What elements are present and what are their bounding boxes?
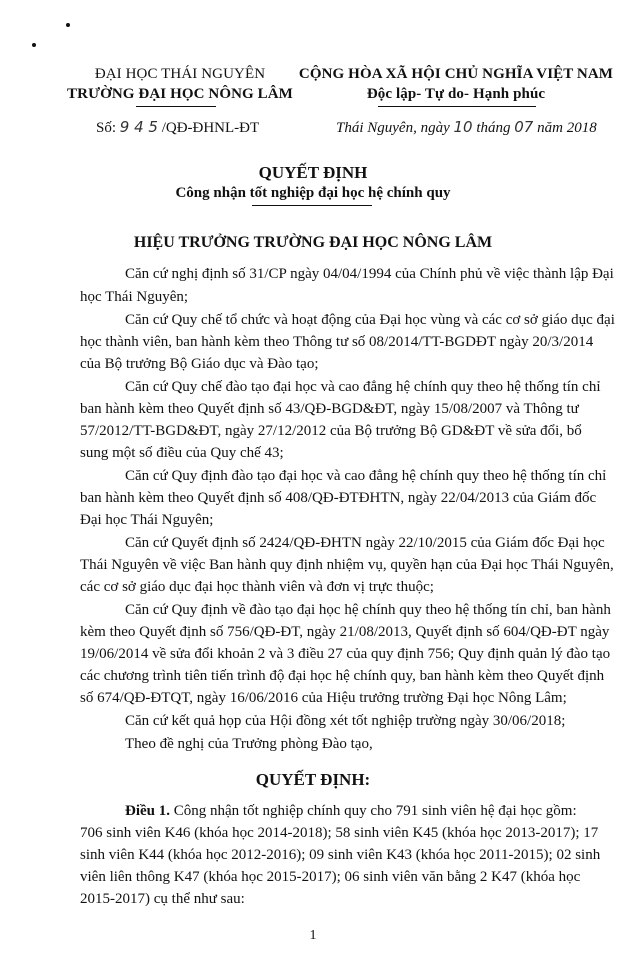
article-1-text: Công nhận tốt nghiệp chính quy cho 791 sinh viên hệ đại học gồm: <box>173 803 577 819</box>
para-line: Căn cứ Quy chế đào tạo đại học và cao đẳng hệ chính quy theo hệ thống tín chỉ <box>125 379 601 395</box>
header-right-rule <box>378 106 536 107</box>
number-prefix: Số: <box>96 120 117 136</box>
para-line: ban hành kèm theo Quyết định số 408/QĐ-ĐTĐHTN, ngày 22/04/2013 của Giám đốc <box>80 490 597 506</box>
scan-mark <box>32 43 36 47</box>
para-line: 57/2012/TT-BGD&ĐT, ngày 27/12/2012 của Bộ trưởng Bộ GD&ĐT về sửa đổi, bổ <box>80 423 582 439</box>
article-line: viên liên thông K47 (khóa học 2015-2017); 06 sinh viên văn bằng 2 K47 (khóa học <box>80 869 581 885</box>
para-line: Căn cứ Quy chế tổ chức và hoạt động của Đại học vùng và các cơ sở giáo dục đại <box>125 312 615 328</box>
para-line: học Thái Nguyên; <box>80 289 189 305</box>
country-name: CỘNG HÒA XÃ HỘI CHỦ NGHĨA VIỆT NAM <box>298 66 614 82</box>
date-suffix: năm 2018 <box>537 120 597 136</box>
page-number: 1 <box>309 928 317 943</box>
para-line: Căn cứ Quy định về đào tạo đại học hệ chính quy theo hệ thống tín chỉ, ban hành <box>125 602 611 618</box>
para-line: sung một số điều của Quy chế 43; <box>80 445 284 461</box>
date-prefix: Thái Nguyên, ngày <box>336 120 450 136</box>
article-1-first-line <box>125 803 577 820</box>
para-line: các chương trình tiên tiến trình độ đại học hệ chính quy, ban hành kèm theo Quyết định <box>80 668 605 684</box>
school-name: TRƯỜNG ĐẠI HỌC NÔNG LÂM <box>67 86 293 102</box>
para-line: các cơ sở giáo dục đại học thành viên và đơn vị trực thuộc; <box>80 579 434 595</box>
article-line: 706 sinh viên K46 (khóa học 2014-2018); 58 sinh viên K45 (khóa học 2013-2017); 17 <box>80 825 599 841</box>
para-line: học thành viên, ban hành kèm theo Thông tư số 08/2014/TT-BGDĐT ngày 20/3/2014 <box>80 334 594 350</box>
article-1-label: Điều 1. <box>125 803 170 819</box>
document-subtitle: Công nhận tốt nghiệp đại học hệ chính quy <box>175 185 451 201</box>
para-line: Theo đề nghị của Trưởng phòng Đào tạo, <box>125 736 373 752</box>
para-line: 19/06/2014 về sửa đổi khoản 2 và 3 điều 27 của quy định 756; Quy định quản lý đào tạo <box>80 646 611 662</box>
para-line: Căn cứ Quy định đào tạo đại học và cao đẳng hệ chính quy theo hệ thống tín chỉ <box>125 468 607 484</box>
document-number <box>96 118 259 137</box>
title-rule <box>252 205 372 206</box>
header-left-rule <box>136 106 216 107</box>
para-line: của Bộ trưởng Bộ Giáo dục và Đào tạo; <box>80 356 319 372</box>
para-line: Căn cứ nghị định số 31/CP ngày 04/04/1994 của Chính phủ về việc thành lập Đại <box>125 266 614 282</box>
para-line: số 674/QĐ-ĐTQT, ngày 16/06/2016 của Hiệu trưởng trường Đại học Nông Lâm; <box>80 690 567 706</box>
motto: Độc lập- Tự do- Hạnh phúc <box>366 86 546 102</box>
issuer-title: HIỆU TRƯỞNG TRƯỜNG ĐẠI HỌC NÔNG LÂM <box>133 234 493 251</box>
number-suffix: /QĐ-ĐHNL-ĐT <box>161 120 260 136</box>
para-line: Đại học Thái Nguyên; <box>80 512 214 528</box>
para-line: Căn cứ kết quả họp của Hội đồng xét tốt nghiệp trường ngày 30/06/2018; <box>125 713 566 729</box>
document-date <box>336 118 597 137</box>
document-title: QUYẾT ĐỊNH <box>258 163 368 182</box>
article-line: sinh viên K44 (khóa học 2012-2016); 09 sinh viên K43 (khóa học 2011-2015); 02 sinh <box>80 847 601 863</box>
para-line: kèm theo Quyết định số 756/QĐ-ĐT, ngày 21/08/2013, Quyết định số 604/QĐ-ĐT ngày <box>80 624 610 640</box>
number-handwritten: 9 4 5 <box>119 118 158 136</box>
para-line: Căn cứ Quyết định số 2424/QĐ-ĐHTN ngày 22/10/2015 của Giám đốc Đại học <box>125 535 605 551</box>
decision-heading: QUYẾT ĐỊNH: <box>255 770 371 789</box>
agency-name: ĐẠI HỌC THÁI NGUYÊN <box>94 66 266 82</box>
date-month: 07 <box>514 118 534 136</box>
para-line: Thái Nguyên về việc Ban hành quy định nhiệm vụ, quyền hạn của Đại học Thái Nguyên, <box>80 557 614 573</box>
date-day: 10 <box>453 118 473 136</box>
scan-mark <box>66 23 70 27</box>
article-line: 2015-2017) cụ thể như sau: <box>80 891 245 907</box>
date-mid: tháng <box>476 120 511 136</box>
para-line: ban hành kèm theo Quyết định số 43/QĐ-BGD&ĐT, ngày 15/08/2007 và Thông tư <box>80 401 579 417</box>
